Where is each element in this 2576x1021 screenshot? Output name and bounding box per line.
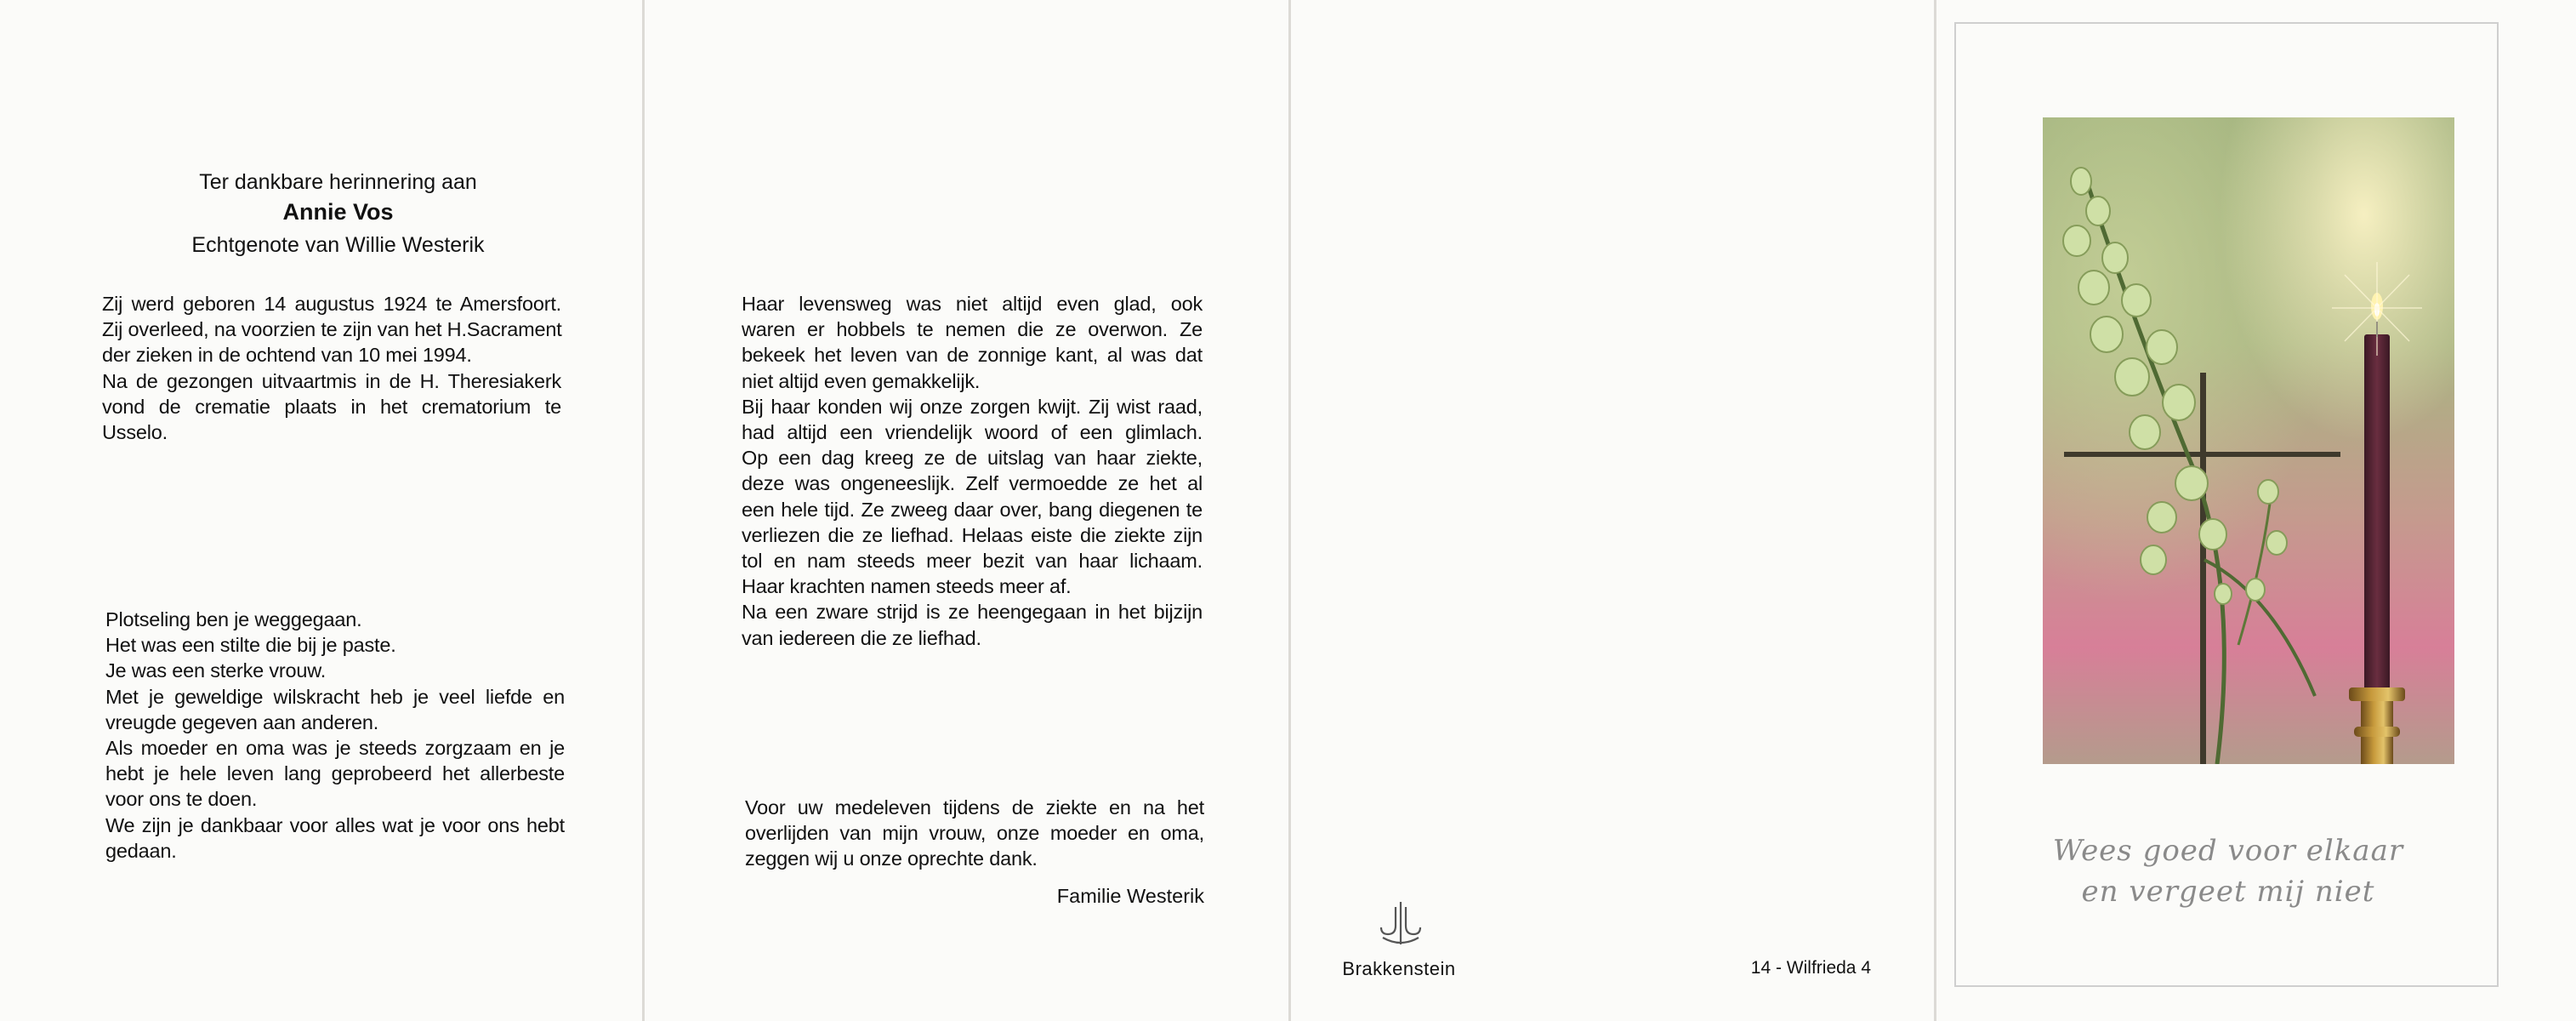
poem-line: Als moeder en oma was je steeds zorgzaam en je [105, 737, 565, 760]
verse-line-1: Wees goed voor elkaar [2052, 834, 2404, 868]
poem-line: Plotseling ben je weggegaan. [105, 608, 362, 630]
life-line: van iedereen die ze liefhad. [742, 626, 981, 649]
bio-line: Usselo. [102, 421, 168, 444]
thanks-line: zeggen wij u onze oprechte dank. [745, 847, 1038, 870]
deceased-name: Annie Vos [282, 199, 394, 225]
life-line: deze was ongeneeslijk. Zelf vermoedde ze het al [742, 472, 1203, 495]
bio-line: Zij werd geboren 14 augustus 1924 te Amersfoort. [102, 293, 561, 315]
poem-line: hebt je hele leven lang geprobeerd het allerbeste [105, 762, 565, 785]
left-inner-panel [0, 0, 642, 1021]
life-line: niet altijd even gemakkelijk. [742, 369, 981, 392]
life-story-text [742, 291, 1203, 651]
poem-line: vreugde gegeven aan anderen. [105, 710, 379, 733]
poem-text [105, 607, 565, 864]
memorial-heading: Ter dankbare herinnering aan [199, 170, 477, 194]
life-line: verliezen die ze liefhad. Helaas eiste die ziekte zijn [742, 523, 1203, 546]
card-code: 14 - Wilfrieda 4 [1750, 958, 1871, 978]
bio-line: Na de gezongen uitvaartmis in de H. Theresiakerk [102, 369, 561, 392]
cross-candle-flower-photo [2043, 117, 2454, 764]
life-line: Bij haar konden wij onze zorgen kwijt. Zij wist raad, [742, 395, 1203, 418]
publisher-name: Brakkenstein [1342, 958, 1456, 979]
life-line: had altijd een vriendelijk woord of een glimlach. [742, 421, 1203, 444]
poem-line: voor ons te doen. [105, 788, 258, 811]
life-line: Op een dag kreeg ze de uitslag van haar ziekte, [742, 447, 1203, 470]
life-line: tol en nam steeds meer bezit van haar lichaam. [742, 550, 1203, 573]
life-line: een hele tijd. Ze zweeg daar over, bang diegenen te [742, 498, 1203, 521]
verse-line-2: en vergeet mij niet [2081, 875, 2375, 909]
bio-line: der zieken in de ochtend van 10 mei 1994. [102, 344, 472, 367]
poem-line: Het was een stilte die bij je paste. [105, 634, 396, 657]
thanks-line: overlijden van mijn vrouw, onze moeder en oma, [745, 822, 1204, 845]
poem-line: We zijn je dankbaar voor alles wat je voor ons hebt [105, 813, 565, 836]
spouse-subtitle: Echtgenote van Willie Westerik [191, 233, 485, 257]
life-line: Haar krachten namen steeds meer af. [742, 575, 1072, 598]
family-signature: Familie Westerik [1056, 885, 1204, 907]
poem-line: Met je geweldige wilskracht heb je veel liefde en [105, 685, 565, 708]
bio-line: Zij overleed, na voorzien te zijn van het H.Sacrament [102, 318, 562, 341]
life-line: waren er hobbels te nemen die ze overwon. Ze [742, 318, 1203, 341]
life-line: bekeek het leven van de zonnige kant, al was dat [742, 344, 1203, 367]
thanks-text [745, 795, 1204, 872]
brakkenstein-logo-icon [1378, 900, 1424, 950]
bio-text [102, 291, 561, 445]
life-line: Na een zware strijd is ze heengegaan in het bijzijn [742, 601, 1203, 624]
life-line: Haar levensweg was niet altijd even glad, ook [742, 293, 1203, 315]
bio-line: vond de crematie plaats in het crematorium te [102, 395, 561, 418]
poem-line: Je was een sterke vrouw. [105, 659, 327, 682]
thanks-line: Voor uw medeleven tijdens de ziekte en na het [745, 796, 1204, 819]
poem-line: gedaan. [105, 839, 177, 862]
back-panel [1291, 0, 1934, 1021]
